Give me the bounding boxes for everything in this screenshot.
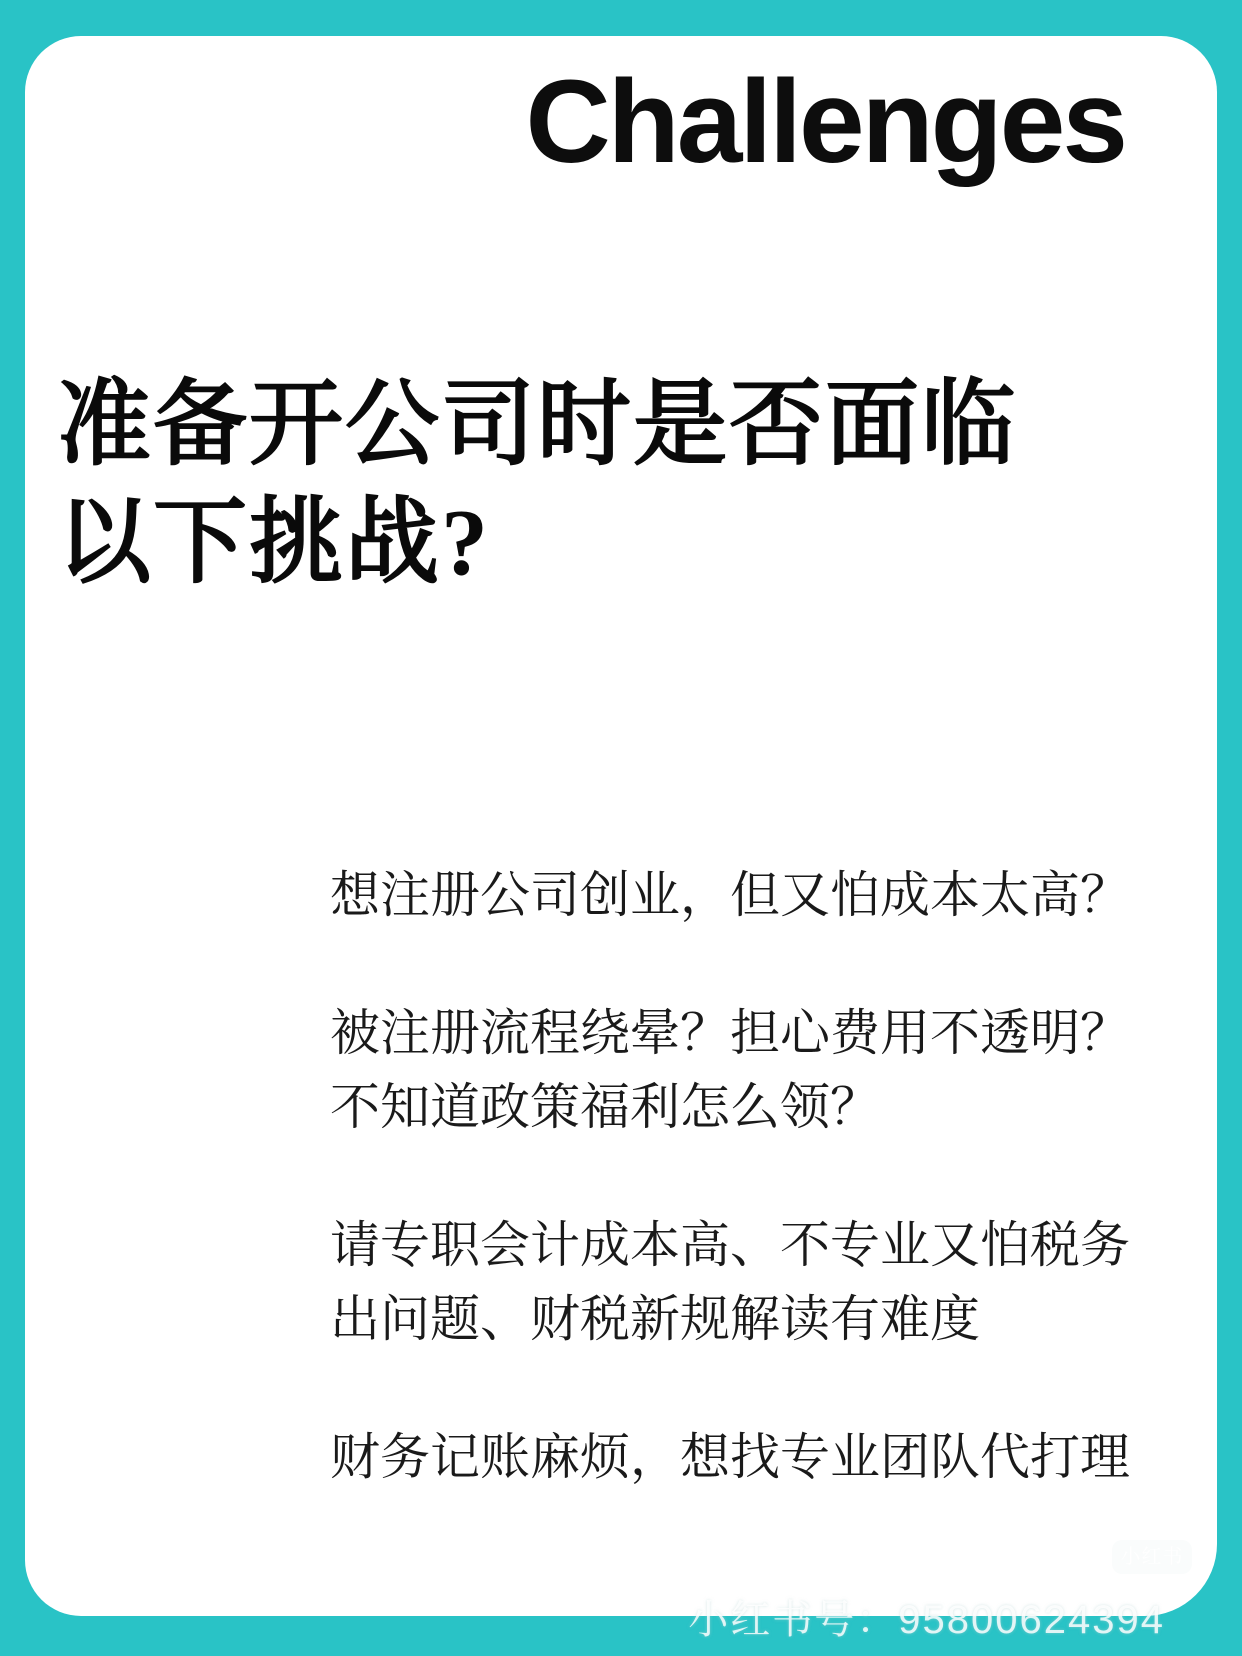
xiaohongshu-badge: 小红书: [1112, 1540, 1192, 1574]
challenge-item-process: 被注册流程绕晕？担心费用不透明？不知道政策福利怎么领？: [330, 1005, 1130, 1135]
challenge-item-accounting: 请专职会计成本高、不专业又怕税务出问题、财税新规解读有难度: [330, 1217, 1130, 1347]
xiaohongshu-account-watermark: 小红书号：95800624394: [688, 1598, 1165, 1642]
poster-card: [25, 36, 1217, 1616]
challenge-item-bookkeeping: 财务记账麻烦，想找专业团队代打理: [330, 1429, 1130, 1485]
heading-line-2: 以下挑战?: [57, 491, 491, 596]
challenge-item-cost: 想注册公司创业，但又怕成本太高？: [330, 867, 1130, 923]
heading-line-1: 准备开公司时是否面临: [57, 373, 1018, 477]
poster-heading: [57, 366, 1017, 603]
poster-title: Challenges: [525, 56, 1125, 188]
challenge-list: [330, 858, 1130, 1494]
